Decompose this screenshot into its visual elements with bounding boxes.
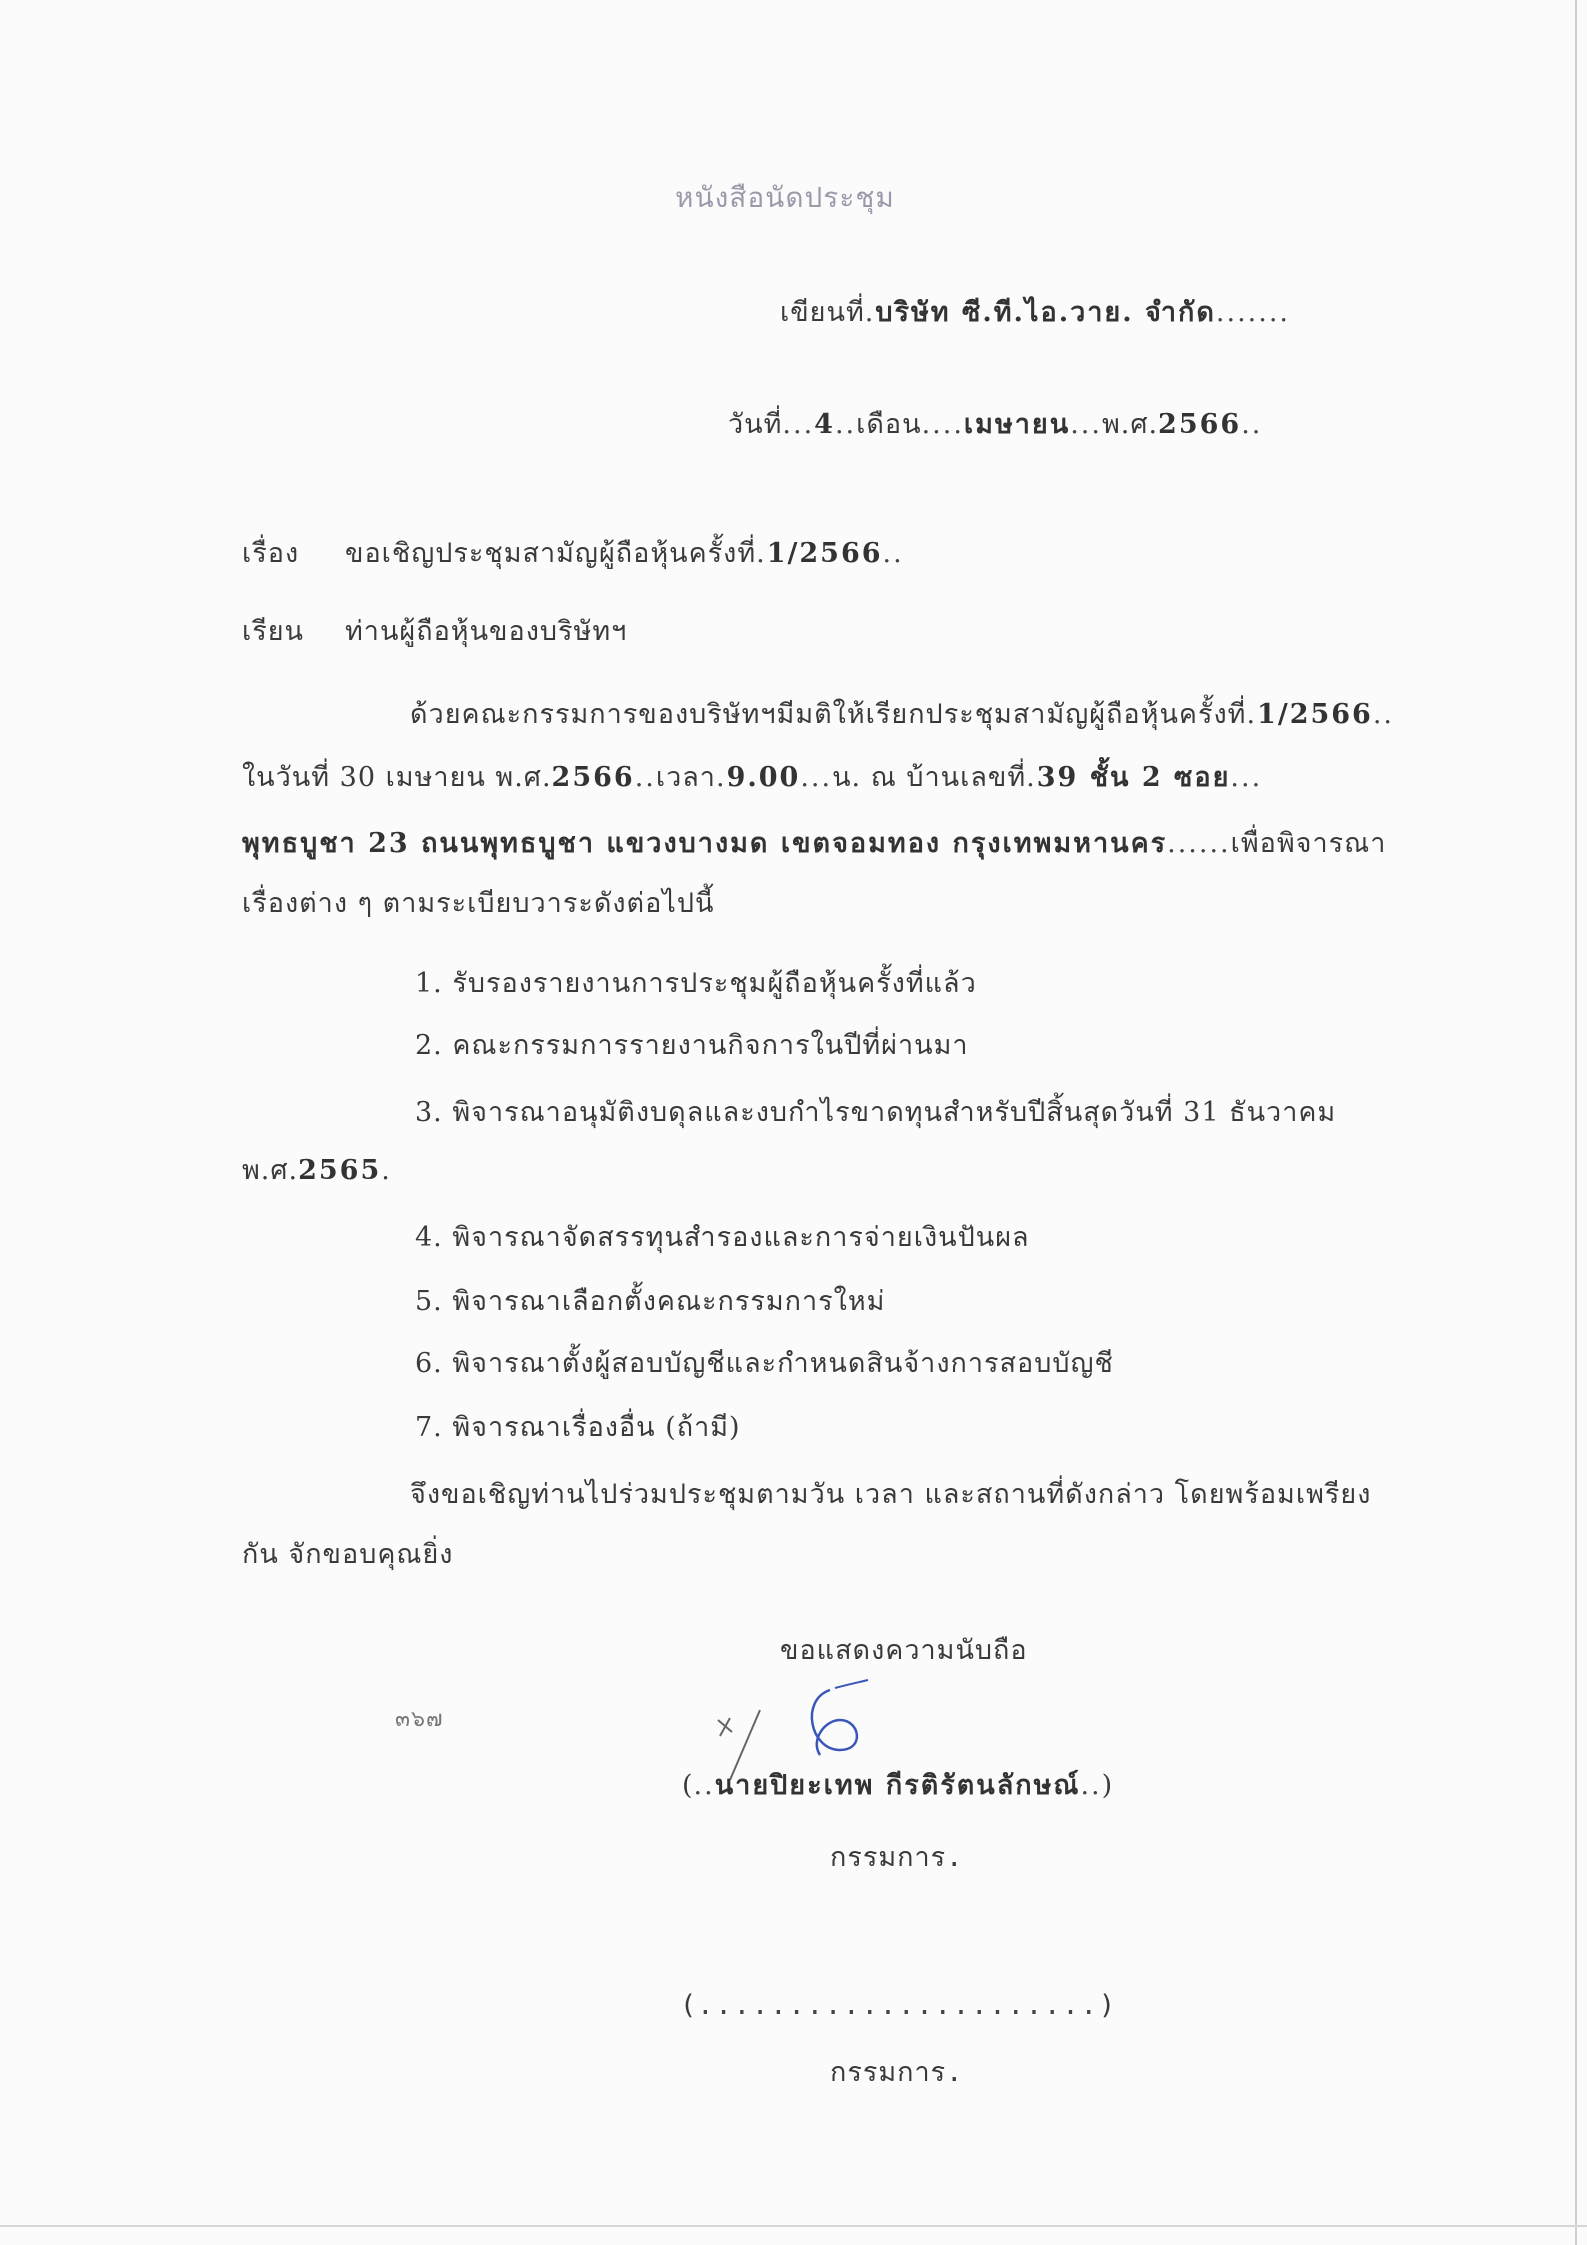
body-line-2-time: 9.00 xyxy=(726,762,801,793)
agenda-3-year: 2565 xyxy=(298,1155,382,1186)
body-line-1: ด้วยคณะกรรมการของบริษัทฯมีมติให้เรียกประชุมสามัญผู้ถือหุ้นครั้งที่.1/2566.. xyxy=(410,699,1395,730)
signature-1-name: นายปิยะเทพ กีรติรัตนลักษณ์ xyxy=(714,1770,1081,1801)
to-text: ท่านผู้ถือหุ้นของบริษัทฯ xyxy=(345,616,628,647)
subject-line: ขอเชิญประชุมสามัญผู้ถือหุ้นครั้งที่.1/2566.. xyxy=(345,538,904,569)
signature-1-role: กรรมการ. xyxy=(830,1842,964,1873)
body-line-2-place: 39 ชั้น 2 ซอย xyxy=(1036,762,1231,793)
written-at-label: เขียนที่ xyxy=(780,297,865,328)
body-line-2-prefix: ในวันที่ 30 เมษายน พ.ศ. xyxy=(242,762,552,793)
agenda-item-2: 2. คณะกรรมการรายงานกิจการในปีที่ผ่านมา xyxy=(415,1030,969,1061)
body-line-2-place-label: น. ณ บ้านเลขที่ xyxy=(832,762,1027,793)
date-month: เมษายน xyxy=(963,409,1071,440)
invite-line-1: จึงขอเชิญท่านไปร่วมประชุมตามวัน เวลา และสถานที่ดังกล่าว โดยพร้อมเพรียง xyxy=(410,1479,1372,1510)
body-line-2-year: 2566 xyxy=(551,762,635,793)
body-line-3-address: พุทธบูชา 23 ถนนพุทธบูชา แขวงบางมด เขตจอมทอง กรุงเทพมหานคร xyxy=(242,828,1168,859)
closing-text: ขอแสดงความนับถือ xyxy=(780,1635,1028,1666)
page-edge xyxy=(1575,0,1577,2245)
body-line-2-time-label: เวลา xyxy=(655,762,716,793)
written-at-line: เขียนที่.บริษัท ซี.ที.ไอ.วาย. จำกัด....... xyxy=(780,297,1290,328)
body-line-2: ในวันที่ 30 เมษายน พ.ศ.2566..เวลา.9.00...น. ณ บ้านเลขที่.39 ชั้น 2 ซอย... xyxy=(242,762,1263,793)
subject-label: เรื่อง xyxy=(242,538,300,569)
date-year-label: พ.ศ. xyxy=(1101,409,1159,440)
subject-value: 1/2566 xyxy=(766,538,883,569)
agenda-item-3-continuation: พ.ศ.2565. xyxy=(242,1155,391,1186)
agenda-item-5: 5. พิจารณาเลือกตั้งคณะกรรมการใหม่ xyxy=(415,1286,886,1317)
date-year: 2566 xyxy=(1158,409,1242,440)
body-line-1-text: ด้วยคณะกรรมการของบริษัทฯมีมติให้เรียกประชุมสามัญผู้ถือหุ้นครั้งที่ xyxy=(410,699,1247,730)
body-line-3: พุทธบูชา 23 ถนนพุทธบูชา แขวงบางมด เขตจอมทอง กรุงเทพมหานคร......เพื่อพิจารณา xyxy=(242,828,1387,859)
agenda-item-1: 1. รับรองรายงานการประชุมผู้ถือหุ้นครั้งที่แล้ว xyxy=(415,968,977,999)
date-line: วันที่...4..เดือน....เมษายน...พ.ศ.2566.. xyxy=(728,409,1263,440)
agenda-item-6: 6. พิจารณาตั้งผู้สอบบัญชีและกำหนดสินจ้างการสอบบัญชี xyxy=(415,1348,1114,1379)
signature-2-line: (......................) xyxy=(680,1990,1117,2021)
date-day-label: วันที่ xyxy=(728,409,783,440)
written-at-value: บริษัท ซี.ที.ไอ.วาย. จำกัด xyxy=(875,297,1216,328)
document-title: หนังสือนัดประชุม xyxy=(675,181,895,214)
date-month-label: เดือน xyxy=(856,409,922,440)
signature-1-line: (..นายปิยะเทพ กีรติรัตนลักษณ์..) xyxy=(682,1770,1114,1801)
agenda-item-7: 7. พิจารณาเรื่องอื่น (ถ้ามี) xyxy=(415,1412,741,1443)
agenda-item-4: 4. พิจารณาจัดสรรทุนสำรองและการจ่ายเงินปันผล xyxy=(415,1222,1030,1253)
agenda-item-3: 3. พิจารณาอนุมัติงบดุลและงบกำไรขาดทุนสำหรับปีสิ้นสุดวันที่ 31 ธันวาคม xyxy=(415,1097,1337,1128)
body-line-4: เรื่องต่าง ๆ ตามระเบียบวาระดังต่อไปนี้ xyxy=(242,888,715,919)
invite-line-2: กัน จักขอบคุณยิ่ง xyxy=(242,1539,454,1570)
to-label: เรียน xyxy=(242,616,305,647)
signature-2-role: กรรมการ. xyxy=(830,2057,964,2088)
agenda-3-year-label: พ.ศ. xyxy=(242,1155,299,1186)
body-line-3-suffix: เพื่อพิจารณา xyxy=(1230,828,1387,859)
subject-text: ขอเชิญประชุมสามัญผู้ถือหุ้นครั้งที่ xyxy=(345,538,757,569)
page-edge-bottom xyxy=(0,2225,1587,2227)
signature-2-name: ...................... xyxy=(697,1990,1099,2021)
margin-note: ๓๖๗ xyxy=(395,1707,444,1732)
date-day: 4 xyxy=(814,409,835,440)
body-line-1-value: 1/2566 xyxy=(1257,699,1373,730)
